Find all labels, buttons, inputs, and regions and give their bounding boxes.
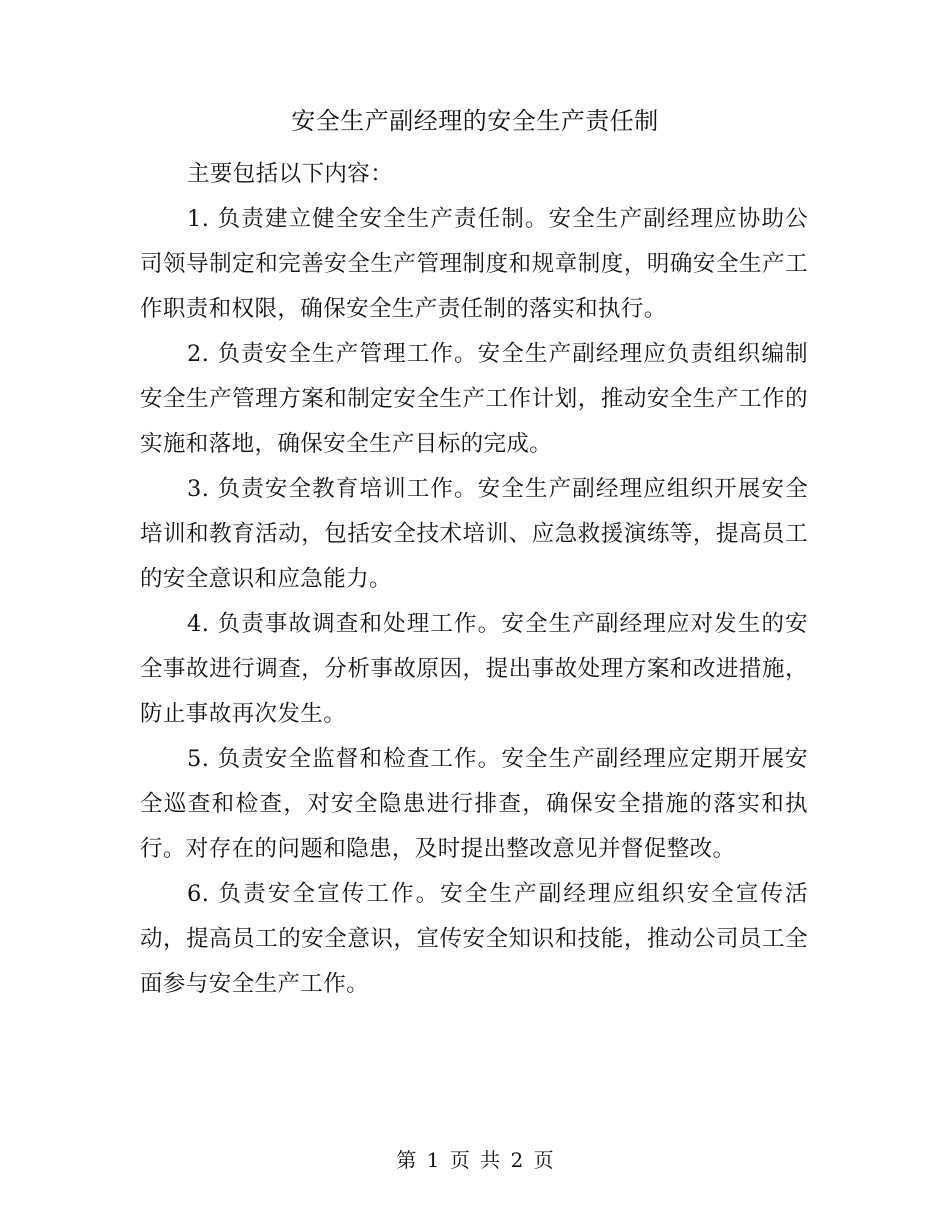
paragraph-item-4: 4. 负责事故调查和处理工作。安全生产副经理应对发生的安全事故进行调查，分析事故原因，提出事故处理方案和改进措施，防止事故再次发生。	[140, 611, 808, 727]
paragraph-item-2: 2. 负责安全生产管理工作。安全生产副经理应负责组织编制安全生产管理方案和制定安全生产工作计划，推动安全生产工作的实施和落地，确保安全生产目标的完成。	[140, 341, 808, 457]
document-body	[140, 152, 808, 1007]
paragraph-item-1: 1. 负责建立健全安全生产责任制。安全生产副经理应协助公司领导制定和完善安全生产管理制度和规章制度，明确安全生产工作职责和权限，确保安全生产责任制的落实和执行。	[140, 206, 808, 322]
paragraph-item-5: 5. 负责安全监督和检查工作。安全生产副经理应定期开展安全巡查和检查，对安全隐患进行排查，确保安全措施的落实和执行。对存在的问题和隐患，及时提出整改意见并督促整改。	[140, 746, 808, 862]
paragraph-item-3: 3. 负责安全教育培训工作。安全生产副经理应组织开展安全培训和教育活动，包括安全技术培训、应急救援演练等，提高员工的安全意识和应急能力。	[140, 476, 808, 592]
page-number-footer: 第 1 页 共 2 页	[396, 1148, 554, 1172]
intro-paragraph: 主要包括以下内容：	[187, 161, 394, 187]
paragraph-item-6: 6. 负责安全宣传工作。安全生产副经理应组织安全宣传活动，提高员工的安全意识，宣传安全知识和技能，推动公司员工全面参与安全生产工作。	[140, 881, 808, 997]
document-title: 安全生产副经理的安全生产责任制	[291, 107, 659, 135]
